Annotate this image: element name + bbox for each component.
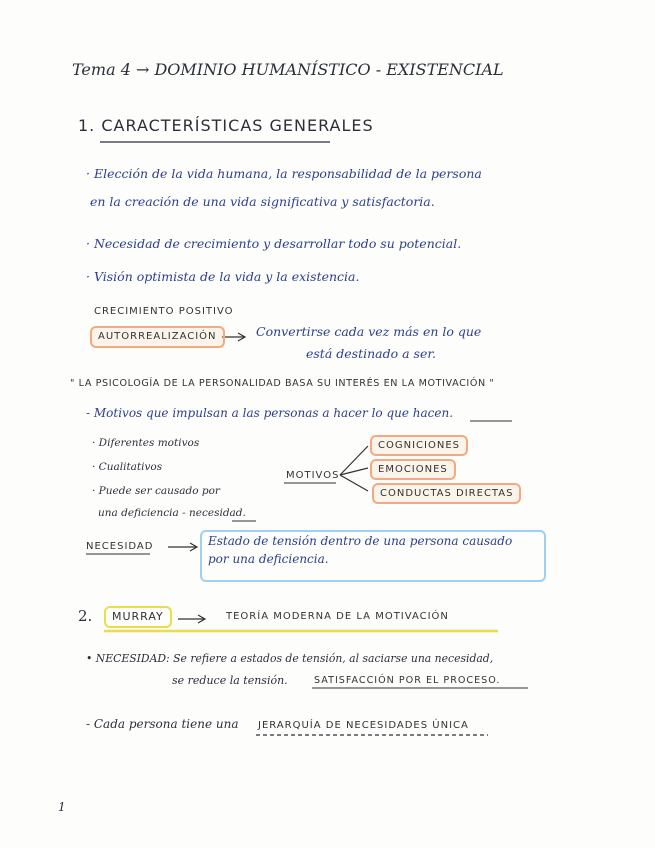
necesidad-def-line1: Estado de tensión dentro de una persona causado (208, 534, 513, 548)
cualitativos: · Cualitativos (92, 461, 163, 473)
jerarquia-prefix: - Cada persona tiene una (86, 717, 239, 731)
bullet-necesidad-crecimiento: · Necesidad de crecimiento y desarrollar todo su potencial. (86, 236, 462, 251)
motivos-arrow-conductas (340, 475, 368, 491)
necesidad-murray-line2: se reduce la tensión. (172, 674, 288, 687)
necesidad-definition-box (200, 530, 546, 582)
psicologia-quote: " LA PSICOLOGÍA DE LA PERSONALIDAD BASA SU INTERÉS EN LA MOTIVACIÓN " (70, 378, 495, 389)
cogniciones-box: COGNICIONES (370, 435, 468, 456)
diferentes-motivos: · Diferentes motivos (92, 437, 200, 449)
puede-ser-line2: una deficiencia - necesidad. (98, 507, 246, 519)
conductas-directas-box: CONDUCTAS DIRECTAS (372, 483, 521, 504)
emociones-box: EMOCIONES (370, 459, 456, 480)
section1-heading: 1. CARACTERÍSTICAS GENERALES (78, 116, 374, 135)
puede-ser-line1: · Puede ser causado por (92, 485, 220, 497)
page-number: 1 (58, 800, 66, 814)
necesidad-def-line2: por una deficiencia. (208, 552, 329, 566)
bullet-eleccion-line1: · Elección de la vida humana, la responsabilidad de la persona (86, 166, 482, 181)
bullet-eleccion-line2: en la creación de una vida significativa y satisfactoria. (90, 194, 435, 209)
section2-number: 2. (78, 607, 93, 625)
bullet-vision-optimista: · Visión optimista de la vida y la existencia. (86, 269, 360, 284)
motivos-label: MOTIVOS (286, 470, 340, 481)
autorrealizacion-def-line2: está destinado a ser. (306, 346, 436, 361)
crecimiento-positivo: CRECIMIENTO POSITIVO (94, 306, 234, 317)
murray-box: MURRAY (104, 606, 172, 628)
necesidad-murray-line1: • NECESIDAD: Se refiere a estados de tensión, al saciarse una necesidad, (86, 652, 494, 665)
satisfaccion-proceso: SATISFACCIÓN POR EL PROCESO. (314, 675, 501, 686)
motivos-intro: - Motivos que impulsan a las personas a hacer lo que hacen. (86, 406, 454, 420)
page-title: Tema 4 → DOMINIO HUMANÍSTICO - EXISTENCIAL (72, 60, 504, 79)
necesidad-label: NECESIDAD (86, 541, 154, 552)
teoria-moderna: TEORÍA MODERNA DE LA MOTIVACIÓN (226, 611, 449, 622)
autorrealizacion-def-line1: Convertirse cada vez más en lo que (256, 324, 482, 339)
motivos-arrow-cogniciones (340, 446, 368, 475)
jerarquia-necesidades: JERARQUÍA DE NECESIDADES ÚNICA (258, 720, 469, 731)
autorrealizacion-box: AUTORREALIZACIÓN (90, 326, 225, 348)
